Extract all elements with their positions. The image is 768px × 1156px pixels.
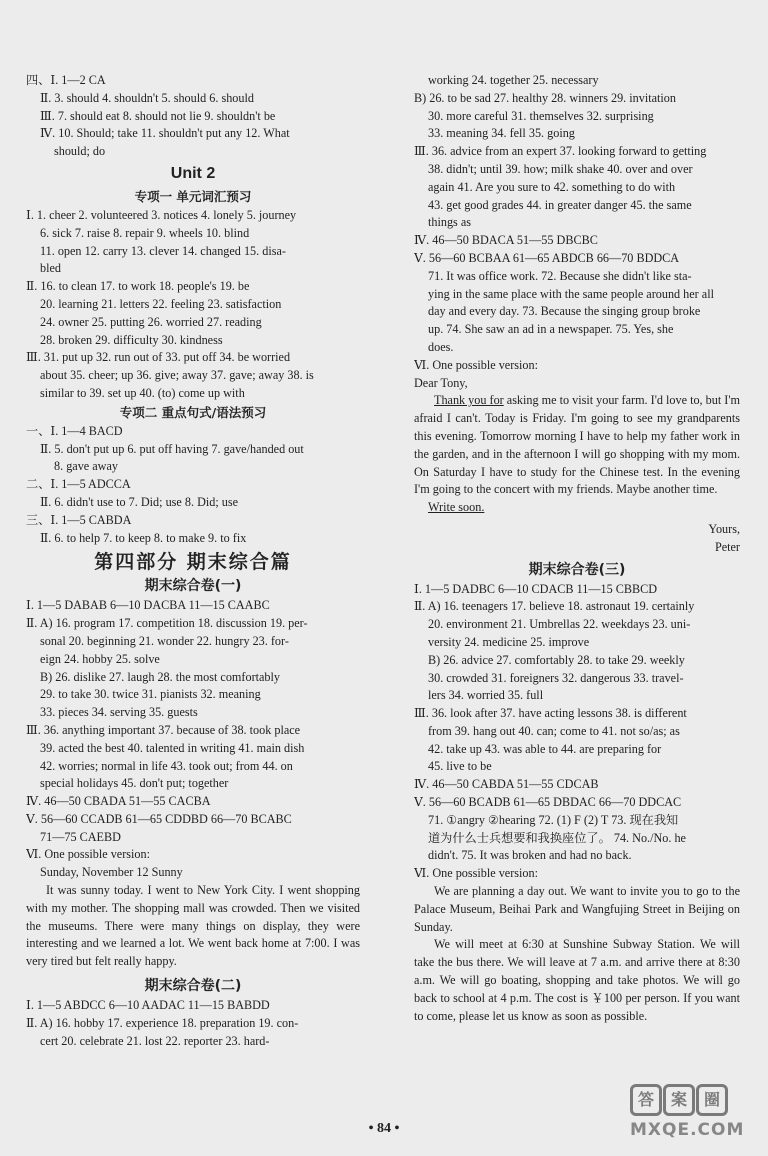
exam1-answers [26,597,360,864]
answer-line: up. 74. She saw an ad in a newspaper. 75. Yes, she [428,322,674,337]
answer-line: B) 26. dislike 27. laugh 28. the most comfortably [40,669,280,684]
answer-line: bled [40,261,61,276]
answer-line: again 41. Are you sure to 42. something to do with [428,179,676,194]
answer-line: Ⅴ. 56—60 BCADB 61—65 DBDAC 66—70 DDCAC [414,795,682,810]
answer-line: 29. to take 30. twice 31. pianists 32. meaning [40,687,261,702]
answer-line: Ⅳ. 10. Should; take 11. shouldn't put any 12. What [40,126,290,141]
answer-line: Ⅲ. 31. put up 32. run out of 33. put off 34. be worried [26,350,291,365]
answer-line: 42. take up 43. was able to 44. are preparing for [428,741,662,756]
letter-yours: Yours, [708,521,740,536]
exam3-answers [414,581,740,884]
page-number: • 84 • [368,1121,400,1136]
answer-line: 6. sick 7. raise 8. repair 9. wheels 10. blind [40,225,250,240]
answer-line: eign 24. hobby 25. solve [40,651,160,666]
answer-line: should; do [54,144,106,159]
answer-line: Ⅱ. 16. to clean 17. to work 18. people's 19. be [26,279,250,294]
answer-line: 43. get good grades 44. in greater danger 45. the same [428,197,692,212]
answer-line: Ⅵ. One possible version: [414,866,538,881]
section-heading: 专项二 重点句式/语法预习 [119,404,267,420]
answer-line: 38. didn't; until 39. how; milk shake 40. over and over [428,161,693,176]
answer-line: working 24. together 25. necessary [428,73,599,87]
answer-line: 71. ①angry ②hearing 72. (1) F (2) T 73. 现在我知 [428,812,679,827]
answer-line: Ⅱ. A) 16. hobby 17. experience 18. preparation 19. con- [26,1015,299,1030]
letter-greeting: Dear Tony, [414,375,468,390]
answer-line: 30. crowded 31. foreigners 32. dangerous 33. travel- [428,670,684,685]
answer-line: 道为什么士兵想要和我换座位了。 74. No./No. he [428,830,686,845]
essay-date: Sunday, November 12 Sunny [40,865,183,880]
answer-line: 33. meaning 34. fell 35. going [428,126,575,141]
answer-line: 20. environment 21. Umbrellas 22. weekdays 23. uni- [428,617,691,632]
answer-line: Ⅱ. 6. to help 7. to keep 8. to make 9. to fix [40,530,247,545]
watermark [630,1084,758,1148]
left-column [26,72,360,1050]
answer-line: 8. gave away [54,459,118,474]
answer-line: 33. pieces 34. serving 35. guests [40,705,198,720]
answer-line: Ⅴ. 56—60 BCBAA 61—65 ABDCB 66—70 BDDCA [414,250,680,265]
answer-line: 30. more careful 31. themselves 32. surprising [428,108,654,123]
answer-line: special holidays 45. don't put; together [40,776,229,791]
answer-line: 45. live to be [428,759,492,774]
letter-thank: Thank you for [434,393,504,408]
answer-line: 11. open 12. carry 13. clever 14. changed 15. disa- [40,243,286,258]
answer-line: 三、Ⅰ. 1—5 CABDA [26,512,132,527]
answer-line: sonal 20. beginning 21. wonder 22. hungry 23. for- [40,633,289,648]
answer-line: B) 26. advice 27. comfortably 28. to take 29. weekly [428,652,685,667]
answer-line: Ⅲ. 36. advice from an expert 37. looking forward to getting [414,144,707,159]
answer-line: does. [428,339,454,354]
answer-line: 71—75 CAEBD [40,829,121,844]
watermark-char: 案 [663,1084,695,1116]
exam-heading: 期末综合卷(一) [144,578,242,595]
answer-line: didn't. 75. It was broken and had no back. [428,848,632,863]
answer-line: Ⅰ. 1. cheer 2. volunteered 3. notices 4. lonely 5. journey [26,207,297,222]
letter-body [414,392,740,499]
essay-paragraph: We will meet at 6:30 at Sunshine Subway Station. We will take the bus there. We will leave at 7 a.m. and arrive there at 8:30 a.m. We will go boating, shopping and take photos. We will go back to school at 4 p.m. The cost is ￥100 per person. If you want to come, please let us know as soon as possible. [414,937,740,1023]
answer-line: 20. learning 21. letters 22. feeling 23. satisfaction [40,296,282,311]
answer-line: about 35. cheer; up 36. give; away 37. gave; away 38. is [40,368,314,383]
exam-heading: 期末综合卷(二) [144,978,242,995]
answer-line: versity 24. medicine 25. improve [428,634,590,649]
grammar-answers [26,423,360,548]
answer-line: things as [428,215,471,230]
prev-answers [26,72,360,161]
answer-line: 二、Ⅰ. 1—5 ADCCA [26,477,131,492]
essay-paragraph: It was sunny today. I went to New York City. I went shopping with my mother. The shopping mall was crowded. Then we visited the museums. There were many things on display, they were interesting and we learned a lot. We went back home at 7:00. I was very tired but felt really happy. [26,883,360,969]
letter-text: asking me to visit your farm. I'd love to, but I'm afraid I can't. Today is Friday. I'm going to see my grandparents this evening. Tomorrow morning I have to help my father work in the garden, and in the afternoon I will go shopping with my mom. On Saturday I have to study for the Chinese test. In the evening I'm going to the concert with my friends. Maybe another time. [414,393,740,497]
answer-line: Ⅰ. 1—5 ABDCC 6—10 AADAC 11—15 BABDD [26,998,270,1013]
answer-line: Ⅰ. 1—5 DABAB 6—10 DACBA 11—15 CAABC [26,598,270,613]
answer-line: Ⅴ. 56—60 CCADB 61—65 CDDBD 66—70 BCABC [26,811,292,826]
answer-line: Ⅳ. 46—50 BDACA 51—55 DBCBC [414,233,598,248]
vocab-answers [26,207,360,403]
right-column [414,72,740,1025]
answer-line: Ⅱ. A) 16. teenagers 17. believe 18. astronaut 19. certainly [414,599,695,614]
answer-line: 四、Ⅰ. 1—2 CA [26,73,106,87]
exam-heading: 期末综合卷(三) [528,561,626,578]
answer-line: B) 26. to be sad 27. healthy 28. winners 29. invitation [414,90,676,105]
essay-paragraphs [414,883,740,1025]
answer-line: 39. acted the best 40. talented in writing 41. main dish [40,740,305,755]
answer-line: Ⅳ. 46—50 CBADA 51—55 CACBA [26,794,211,809]
letter-closing: Write soon. [428,500,485,515]
answer-line: similar to 39. set up 40. (to) come up with [40,385,245,400]
answer-line: 42. worries; normal in life 43. took out; from 44. on [40,758,293,773]
section-heading: 专项一 单元词汇预习 [134,188,252,204]
answer-line: from 39. hang out 40. can; come to 41. not so/as; as [428,723,680,738]
watermark-url: MXQE.COM [630,1120,745,1140]
answer-line: Ⅵ. One possible version: [414,357,538,372]
answer-line: Ⅰ. 1—5 DADBC 6—10 CDACB 11—15 CBBCD [414,581,658,596]
watermark-char: 圈 [696,1084,728,1116]
answer-line: Ⅲ. 36. anything important 37. because of 38. took place [26,722,301,737]
answer-line: Ⅱ. 6. didn't use to 7. Did; use 8. Did; use [40,494,239,509]
answer-line: Ⅲ. 7. should eat 8. should not lie 9. shouldn't be [40,108,276,123]
answer-line: Ⅱ. 3. should 4. shouldn't 5. should 6. should [40,90,254,105]
exam2-continued [414,72,740,375]
watermark-char: 答 [630,1084,662,1116]
part-heading: 第四部分 期末综合篇 [94,551,292,574]
answer-line: Ⅳ. 46—50 CABDA 51—55 CDCAB [414,777,599,792]
essay-paragraph: We are planning a day out. We want to invite you to go to the Palace Museum, Beihai Park and Wangfujing Street in Beijing on Sunday. [414,884,740,934]
letter-signature: Peter [714,539,740,554]
answer-line: day and every day. 73. Because the singing group broke [428,304,701,319]
exam2-answers [26,997,360,1050]
answer-line: 28. broken 29. difficulty 30. kindness [40,332,223,347]
answer-line: ying in the same place with the same people around her all [428,286,714,301]
answer-line: Ⅱ. A) 16. program 17. competition 18. discussion 19. per- [26,616,308,631]
answer-line: 一、Ⅰ. 1—4 BACD [26,423,123,438]
answer-line: lers 34. worried 35. full [428,688,544,703]
answer-line: Ⅲ. 36. look after 37. have acting lessons 38. is different [414,706,687,721]
answer-line: 24. owner 25. putting 26. worried 27. reading [40,314,262,329]
unit-heading: Unit 2 [170,164,216,182]
answer-line: Ⅵ. One possible version: [26,847,150,862]
answer-line: 71. It was office work. 72. Because she didn't like sta- [428,268,692,283]
answer-line: Ⅱ. 5. don't put up 6. put off having 7. gave/handed out [40,441,304,456]
answer-line: cert 20. celebrate 21. lost 22. reporter 23. hard- [40,1033,270,1048]
